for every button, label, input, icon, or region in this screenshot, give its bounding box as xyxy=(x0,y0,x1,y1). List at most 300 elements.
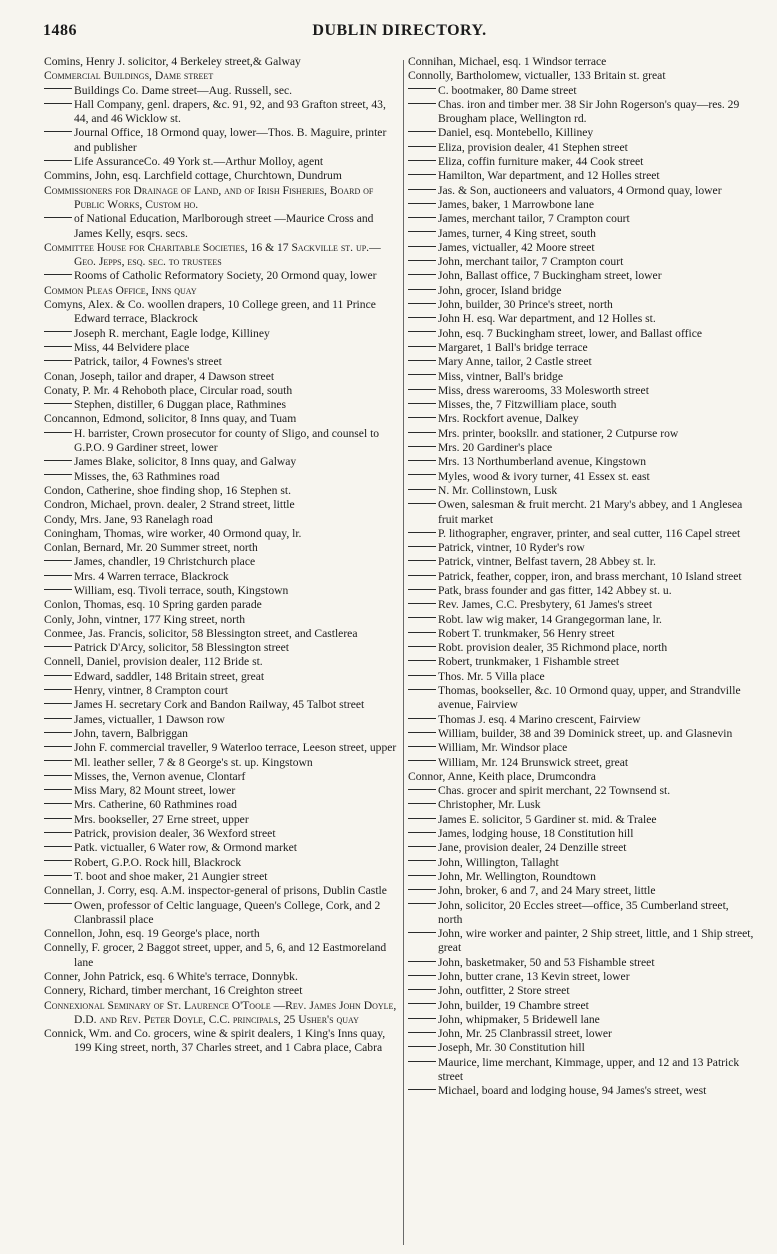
ditto-dash xyxy=(408,103,436,104)
ditto-dash xyxy=(44,217,72,218)
directory-entry xyxy=(408,627,756,641)
entry-text: Condron, Michael, provn. dealer, 2 Strand street, little xyxy=(44,498,295,512)
entry-text: John, basketmaker, 50 and 53 Fishamble street xyxy=(438,955,655,969)
directory-entry xyxy=(44,184,399,213)
entry-text: Connexional Seminary of St. Laurence O'Toole —Rev. James John Doyle, D.D. and Rev. Peter Doyle, C.C. principals, 25 Usher's quay xyxy=(44,998,397,1026)
directory-entry xyxy=(408,713,756,727)
directory-entry xyxy=(408,1027,756,1041)
directory-entry xyxy=(44,741,399,755)
directory-entry xyxy=(44,370,399,384)
directory-entry xyxy=(44,827,399,841)
right-column xyxy=(408,55,756,1247)
ditto-dash xyxy=(408,217,436,218)
entry-text: Mrs. printer, booksllr. and stationer, 2 Cutpurse row xyxy=(438,426,679,440)
page-number: 1486 xyxy=(43,22,77,39)
ditto-dash xyxy=(408,832,436,833)
ditto-dash xyxy=(408,646,436,647)
entry-text: Robert T. trunkmaker, 56 Henry street xyxy=(438,626,615,640)
ditto-dash xyxy=(44,860,72,861)
ditto-dash xyxy=(408,246,436,247)
directory-entry xyxy=(44,598,399,612)
directory-entry xyxy=(44,727,399,741)
directory-entry xyxy=(408,784,756,798)
directory-entry xyxy=(408,741,756,755)
entry-text: James, merchant tailor, 7 Crampton court xyxy=(438,212,630,226)
entry-text: John, esq. 7 Buckingham street, lower, and Ballast office xyxy=(438,326,702,340)
ditto-dash xyxy=(408,146,436,147)
ditto-dash xyxy=(408,303,436,304)
entry-text: John, wire worker and painter, 2 Ship street, little, and 1 Ship street, great xyxy=(438,927,754,955)
ditto-dash xyxy=(408,760,436,761)
directory-entry xyxy=(408,670,756,684)
left-column xyxy=(44,55,399,1247)
ditto-dash xyxy=(408,389,436,390)
ditto-dash xyxy=(408,1032,436,1033)
entry-text: Robert, G.P.O. Rock hill, Blackrock xyxy=(74,855,242,869)
ditto-dash xyxy=(408,432,436,433)
ditto-dash xyxy=(408,546,436,547)
directory-entry xyxy=(408,970,756,984)
directory-entry xyxy=(408,155,756,169)
entry-text: Chas. grocer and spirit merchant, 22 Townsend st. xyxy=(438,784,671,798)
directory-entry xyxy=(44,798,399,812)
directory-entry xyxy=(408,555,756,569)
directory-entry xyxy=(44,698,399,712)
ditto-dash xyxy=(408,675,436,676)
directory-entry xyxy=(408,470,756,484)
directory-entry xyxy=(408,498,756,527)
entry-text: James H. secretary Cork and Bandon Railway, 45 Talbot street xyxy=(74,698,365,712)
ditto-dash xyxy=(44,818,72,819)
entry-text: Committee House for Charitable Societies, 16 & 17 Sackville st. up.—Geo. Jepps, esq. sec. to trustees xyxy=(44,240,381,269)
entry-text: Misses, the, 7 Fitzwilliam place, south xyxy=(438,398,617,412)
directory-entry xyxy=(408,570,756,584)
entry-text: Patrick, provision dealer, 36 Wexford street xyxy=(74,827,276,841)
directory-entry xyxy=(44,298,399,327)
ditto-dash xyxy=(408,503,436,504)
directory-entry xyxy=(408,884,756,898)
ditto-dash xyxy=(408,803,436,804)
page-header xyxy=(40,22,759,44)
ditto-dash xyxy=(44,646,72,647)
entry-text: John H. esq. War department, and 12 Holles st. xyxy=(438,312,656,326)
ditto-dash xyxy=(44,403,72,404)
directory-entry xyxy=(44,169,399,183)
entry-text: Patrick, vintner, 10 Ryder's row xyxy=(438,541,585,555)
entry-text: Patrick, feather, copper, iron, and brass merchant, 10 Island street xyxy=(438,569,742,583)
directory-entry xyxy=(408,141,756,155)
directory-entry xyxy=(408,398,756,412)
ditto-dash xyxy=(44,160,72,161)
directory-entry xyxy=(408,870,756,884)
entry-text: Miss, vintner, Ball's bridge xyxy=(438,369,563,383)
entry-text: Robert, trunkmaker, 1 Fishamble street xyxy=(438,655,620,669)
directory-entry xyxy=(44,455,399,469)
directory-entry xyxy=(408,327,756,341)
entry-text: P. lithographer, engraver, printer, and seal cutter, 116 Capel street xyxy=(438,526,741,540)
entry-text: Miss Mary, 82 Mount street, lower xyxy=(74,784,236,798)
entry-text: Joseph R. merchant, Eagle lodge, Killiney xyxy=(74,326,270,340)
directory-entry xyxy=(44,126,399,155)
entry-text: Patrick D'Arcy, solicitor, 58 Blessington street xyxy=(74,641,289,655)
ditto-dash xyxy=(44,875,72,876)
entry-text: John F. commercial traveller, 9 Waterloo terrace, Leeson street, upper xyxy=(74,741,397,755)
ditto-dash xyxy=(408,317,436,318)
ditto-dash xyxy=(44,274,72,275)
directory-entry xyxy=(408,484,756,498)
directory-entry xyxy=(408,727,756,741)
directory-entry xyxy=(44,713,399,727)
entry-text: Commercial Buildings, Dame street xyxy=(44,69,214,83)
directory-entry xyxy=(44,541,399,555)
entry-text: N. Mr. Collinstown, Lusk xyxy=(438,483,558,497)
directory-entry xyxy=(408,999,756,1013)
directory-entry xyxy=(408,98,756,127)
ditto-dash xyxy=(408,846,436,847)
ditto-dash xyxy=(408,203,436,204)
directory-entry xyxy=(44,470,399,484)
entry-text: Connery, Richard, timber merchant, 16 Creighton street xyxy=(44,984,303,998)
entry-text: Conner, John Patrick, esq. 6 White's terrace, Donnybk. xyxy=(44,970,298,983)
entry-text: Thomas J. esq. 4 Marino crescent, Fairview xyxy=(438,712,641,726)
entry-text: Commissioners for Drainage of Land, and of Irish Fisheries, Board of Public Works, Custom ho. xyxy=(44,183,374,211)
ditto-dash xyxy=(408,374,436,375)
entry-text: John, Mr. Wellington, Roundtown xyxy=(438,869,596,883)
directory-entry xyxy=(408,841,756,855)
directory-entry xyxy=(44,841,399,855)
entry-text: Mrs. bookseller, 27 Erne street, upper xyxy=(74,812,249,826)
entry-text: James, lodging house, 18 Constitution hill xyxy=(438,827,634,841)
entry-text: Robt. provision dealer, 35 Richmond place, north xyxy=(438,641,668,655)
directory-entry xyxy=(44,484,399,498)
entry-text: Hall Company, genl. drapers, &c. 91, 92, and 93 Grafton street, 43, 44, and 46 Wicklow st. xyxy=(74,97,386,126)
entry-text: Jane, provision dealer, 24 Denzille street xyxy=(438,841,627,855)
entry-text: Common Pleas Office, Inns quay xyxy=(44,283,197,297)
entry-text: Edward, saddler, 148 Britain street, great xyxy=(74,669,265,683)
entry-text: Conmee, Jas. Francis, solicitor, 58 Blessington street, and Castlerea xyxy=(44,626,358,640)
entry-text: John, outfitter, 2 Store street xyxy=(438,984,570,998)
entry-text: Hamilton, War department, and 12 Holles street xyxy=(438,169,660,183)
ditto-dash xyxy=(44,689,72,690)
ditto-dash xyxy=(408,589,436,590)
entry-text: William, Mr. Windsor place xyxy=(438,741,568,755)
directory-entry xyxy=(44,55,399,69)
directory-entry xyxy=(44,670,399,684)
entry-text: Journal Office, 18 Ormond quay, lower—Thos. B. Maguire, printer and publisher xyxy=(74,126,387,154)
entry-text: John, whipmaker, 5 Bridewell lane xyxy=(438,1012,600,1026)
entry-text: Mrs. 13 Northumberland avenue, Kingstown xyxy=(438,455,647,469)
ditto-dash xyxy=(408,746,436,747)
ditto-dash xyxy=(408,88,436,89)
directory-entry xyxy=(44,398,399,412)
ditto-dash xyxy=(408,131,436,132)
ditto-dash xyxy=(408,1003,436,1004)
directory-entry xyxy=(44,884,399,898)
ditto-dash xyxy=(408,160,436,161)
ditto-dash xyxy=(44,803,72,804)
ditto-dash xyxy=(44,732,72,733)
directory-entry xyxy=(44,327,399,341)
entry-text: Conly, John, vintner, 177 King street, north xyxy=(44,612,246,626)
directory-entry xyxy=(44,899,399,928)
ditto-dash xyxy=(44,846,72,847)
entry-text: H. barrister, Crown prosecutor for county of Sligo, and counsel to G.P.O. 9 Gardiner street, lower xyxy=(74,426,380,455)
ditto-dash xyxy=(44,560,72,561)
entry-text: Patk, brass founder and gas fitter, 142 Abbey st. u. xyxy=(438,583,672,597)
directory-entry xyxy=(408,84,756,98)
ditto-dash xyxy=(44,432,72,433)
entry-text: Miss, dress warerooms, 33 Molesworth street xyxy=(438,383,649,397)
ditto-dash xyxy=(408,189,436,190)
entry-text: Condon, Catherine, shoe finding shop, 16 Stephen st. xyxy=(44,483,291,497)
entry-text: Stephen, distiller, 6 Duggan place, Rathmines xyxy=(74,398,287,412)
directory-entry xyxy=(44,784,399,798)
directory-entry xyxy=(408,312,756,326)
entry-text: Mrs. Rockfort avenue, Dalkey xyxy=(438,412,579,426)
entry-text: Christopher, Mr. Lusk xyxy=(438,798,541,812)
entry-text: Thos. Mr. 5 Villa place xyxy=(438,669,545,683)
ditto-dash xyxy=(44,88,72,89)
entry-text: Margaret, 1 Ball's bridge terrace xyxy=(438,340,588,354)
entry-text: Coningham, Thomas, wire worker, 40 Ormond quay, lr. xyxy=(44,526,302,540)
entry-text: Daniel, esq. Montebello, Killiney xyxy=(438,126,594,140)
directory-entry xyxy=(44,527,399,541)
ditto-dash xyxy=(408,474,436,475)
entry-text: Rooms of Catholic Reformatory Society, 20 Ormond quay, lower xyxy=(74,269,377,283)
entry-text: William, Mr. 124 Brunswick street, great xyxy=(438,755,629,769)
page-title: DUBLIN DIRECTORY. xyxy=(312,22,487,39)
ditto-dash xyxy=(408,617,436,618)
directory-entry xyxy=(44,941,399,970)
directory-entry xyxy=(408,813,756,827)
ditto-dash xyxy=(44,360,72,361)
entry-text: John, broker, 6 and 7, and 24 Mary street, little xyxy=(438,884,656,898)
directory-entry xyxy=(408,1013,756,1027)
directory-entry xyxy=(408,370,756,384)
directory-entry xyxy=(408,756,756,770)
ditto-dash xyxy=(44,775,72,776)
ditto-dash xyxy=(408,289,436,290)
directory-entry xyxy=(408,655,756,669)
ditto-dash xyxy=(408,274,436,275)
entry-text: Eliza, provision dealer, 41 Stephen street xyxy=(438,140,628,154)
directory-entry xyxy=(408,770,756,784)
entry-text: Joseph, Mr. 30 Constitution hill xyxy=(438,1041,585,1055)
entry-text: James, baker, 1 Marrowbone lane xyxy=(438,197,594,211)
ditto-dash xyxy=(408,560,436,561)
entry-text: Robt. law wig maker, 14 Grangegorman lane, lr. xyxy=(438,612,662,626)
directory-entry xyxy=(44,613,399,627)
entry-text: Mrs. Catherine, 60 Rathmines road xyxy=(74,798,237,812)
ditto-dash xyxy=(408,1089,436,1090)
entry-text: Connellon, John, esq. 19 George's place, north xyxy=(44,927,260,941)
entry-text: Comyns, Alex. & Co. woollen drapers, 10 College green, and 11 Prince Edward terrace, Blackrock xyxy=(44,298,376,326)
ditto-dash xyxy=(408,331,436,332)
entry-text: Owen, salesman & fruit mercht. 21 Mary's abbey, and 1 Anglesea fruit market xyxy=(438,498,743,526)
directory-entry xyxy=(408,827,756,841)
ditto-dash xyxy=(408,1046,436,1047)
ditto-dash xyxy=(44,832,72,833)
ditto-dash xyxy=(408,446,436,447)
ditto-dash xyxy=(408,403,436,404)
entry-text: John, merchant tailor, 7 Crampton court xyxy=(438,255,624,269)
entry-text: Connolly, Bartholomew, victualler, 133 Britain st. great xyxy=(408,69,666,83)
entry-text: Henry, vintner, 8 Crampton court xyxy=(74,684,228,698)
ditto-dash xyxy=(408,575,436,576)
ditto-dash xyxy=(408,174,436,175)
ditto-dash xyxy=(408,346,436,347)
directory-entry xyxy=(408,598,756,612)
directory-entry xyxy=(44,627,399,641)
directory-entry xyxy=(44,856,399,870)
entry-text: Rev. James, C.C. Presbytery, 61 James's street xyxy=(438,598,653,612)
entry-text: John, builder, 19 Chambre street xyxy=(438,998,589,1012)
directory-entry xyxy=(408,899,756,928)
entry-text: Mrs. 4 Warren terrace, Blackrock xyxy=(74,569,229,583)
ditto-dash xyxy=(44,460,72,461)
ditto-dash xyxy=(408,532,436,533)
ditto-dash xyxy=(44,760,72,761)
directory-entry xyxy=(408,798,756,812)
ditto-dash xyxy=(408,875,436,876)
directory-entry xyxy=(408,1041,756,1055)
directory-entry xyxy=(408,584,756,598)
ditto-dash xyxy=(408,360,436,361)
directory-entry xyxy=(408,126,756,140)
entry-text: James, victualler, 42 Moore street xyxy=(438,240,595,254)
entry-text: James, victualler, 1 Dawson row xyxy=(74,712,225,726)
entry-text: Connellan, J. Corry, esq. A.M. inspector-general of prisons, Dublin Castle xyxy=(44,884,387,898)
ditto-dash xyxy=(44,103,72,104)
entry-text: James, turner, 4 King street, south xyxy=(438,226,596,240)
entry-text: Connihan, Michael, esq. 1 Windsor terrace xyxy=(408,55,607,68)
ditto-dash xyxy=(408,603,436,604)
directory-entry xyxy=(44,570,399,584)
entry-text: Mary Anne, tailor, 2 Castle street xyxy=(438,355,592,369)
directory-entry xyxy=(408,613,756,627)
entry-text: John, tavern, Balbriggan xyxy=(74,726,188,740)
directory-entry xyxy=(44,641,399,655)
directory-entry xyxy=(44,269,399,283)
directory-entry xyxy=(408,227,756,241)
ditto-dash xyxy=(44,718,72,719)
entry-text: Buildings Co. Dame street—Aug. Russell, sec. xyxy=(74,83,293,97)
ditto-dash xyxy=(408,231,436,232)
entry-text: John, Willington, Tallaght xyxy=(438,855,559,869)
entry-text: Misses, the, Vernon avenue, Clontarf xyxy=(74,769,246,783)
entry-text: William, builder, 38 and 39 Dominick street, up. and Glasnevin xyxy=(438,726,733,740)
directory-entry xyxy=(408,641,756,655)
entry-text: Conlon, Thomas, esq. 10 Spring garden parade xyxy=(44,598,262,612)
ditto-dash xyxy=(408,260,436,261)
directory-entry xyxy=(408,412,756,426)
column-divider xyxy=(403,60,404,1245)
directory-entry xyxy=(408,241,756,255)
directory-entry xyxy=(44,98,399,127)
directory-entry xyxy=(44,870,399,884)
ditto-dash xyxy=(44,703,72,704)
directory-entry xyxy=(44,555,399,569)
ditto-dash xyxy=(44,131,72,132)
entry-text: Patrick, vintner, Belfast tavern, 28 Abbey st. lr. xyxy=(438,555,656,569)
directory-entry xyxy=(408,284,756,298)
directory-entry xyxy=(408,984,756,998)
entry-text: John, butter crane, 13 Kevin street, lower xyxy=(438,970,630,983)
ditto-dash xyxy=(44,789,72,790)
directory-entry xyxy=(44,999,399,1028)
entry-text: Connor, Anne, Keith place, Drumcondra xyxy=(408,769,596,783)
entry-text: Conlan, Bernard, Mr. 20 Summer street, north xyxy=(44,541,258,555)
ditto-dash xyxy=(408,1061,436,1062)
directory-entry xyxy=(44,770,399,784)
directory-entry xyxy=(408,427,756,441)
entry-text: Jas. & Son, auctioneers and valuators, 4 Ormond quay, lower xyxy=(438,183,722,197)
ditto-dash xyxy=(408,860,436,861)
ditto-dash xyxy=(44,903,72,904)
entry-text: Chas. iron and timber mer. 38 Sir John Rogerson's quay—res. 29 Brougham place, Wellington rd. xyxy=(438,97,740,126)
directory-entry xyxy=(408,1084,756,1098)
entry-text: John, Ballast office, 7 Buckingham street, lower xyxy=(438,269,662,283)
directory-entry xyxy=(408,527,756,541)
directory-entry xyxy=(408,856,756,870)
directory-entry xyxy=(408,198,756,212)
entry-text: T. boot and shoe maker, 21 Aungier street xyxy=(74,869,268,883)
ditto-dash xyxy=(408,489,436,490)
directory-entry xyxy=(408,441,756,455)
directory-entry xyxy=(408,541,756,555)
directory-entry xyxy=(408,255,756,269)
entry-text: James E. solicitor, 5 Gardiner st. mid. & Tralee xyxy=(438,812,657,826)
ditto-dash xyxy=(408,460,436,461)
directory-entry xyxy=(408,355,756,369)
entry-text: Myles, wood & ivory turner, 41 Essex st. east xyxy=(438,469,650,483)
ditto-dash xyxy=(408,718,436,719)
directory-entry xyxy=(44,927,399,941)
entry-text: John, Mr. 25 Clanbrassil street, lower xyxy=(438,1027,612,1041)
entry-text: Patk. victualler, 6 Water row, & Ormond market xyxy=(74,841,298,855)
entry-text: Commins, John, esq. Larchfield cottage, Churchtown, Dundrum xyxy=(44,169,342,183)
ditto-dash xyxy=(44,474,72,475)
ditto-dash xyxy=(408,660,436,661)
entry-text: Ml. leather seller, 7 & 8 George's st. up. Kingstown xyxy=(74,755,313,769)
entry-text: Life AssuranceCo. 49 York st.—Arthur Molloy, agent xyxy=(74,155,324,169)
ditto-dash xyxy=(44,575,72,576)
directory-entry xyxy=(408,169,756,183)
ditto-dash xyxy=(408,961,436,962)
entry-text: Connelly, F. grocer, 2 Baggot street, upper, and 5, 6, and 12 Eastmoreland lane xyxy=(44,941,387,969)
entry-text: Miss, 44 Belvidere place xyxy=(74,340,190,354)
entry-text: Owen, professor of Celtic language, Queen's College, Cork, and 2 Clanbrassil place xyxy=(74,898,381,926)
ditto-dash xyxy=(408,632,436,633)
entry-text: Maurice, lime merchant, Kimmage, upper, and 12 and 13 Patrick street xyxy=(438,1055,740,1084)
entry-text: James, chandler, 19 Christchurch place xyxy=(74,555,256,569)
directory-entry xyxy=(408,212,756,226)
directory-entry xyxy=(44,212,399,241)
directory-entry xyxy=(44,84,399,98)
directory-entry xyxy=(44,69,399,83)
directory-entry xyxy=(408,384,756,398)
ditto-dash xyxy=(408,903,436,904)
entry-text: Eliza, coffin furniture maker, 44 Cook street xyxy=(438,155,644,169)
directory-entry xyxy=(408,298,756,312)
directory-entry xyxy=(44,341,399,355)
directory-entry xyxy=(44,756,399,770)
entry-text: of National Education, Marlborough street —Maurice Cross and James Kelly, esqrs. secs. xyxy=(74,212,374,240)
ditto-dash xyxy=(408,932,436,933)
ditto-dash xyxy=(408,1018,436,1019)
directory-entry xyxy=(408,684,756,713)
entry-text: John, grocer, Island bridge xyxy=(438,283,562,297)
